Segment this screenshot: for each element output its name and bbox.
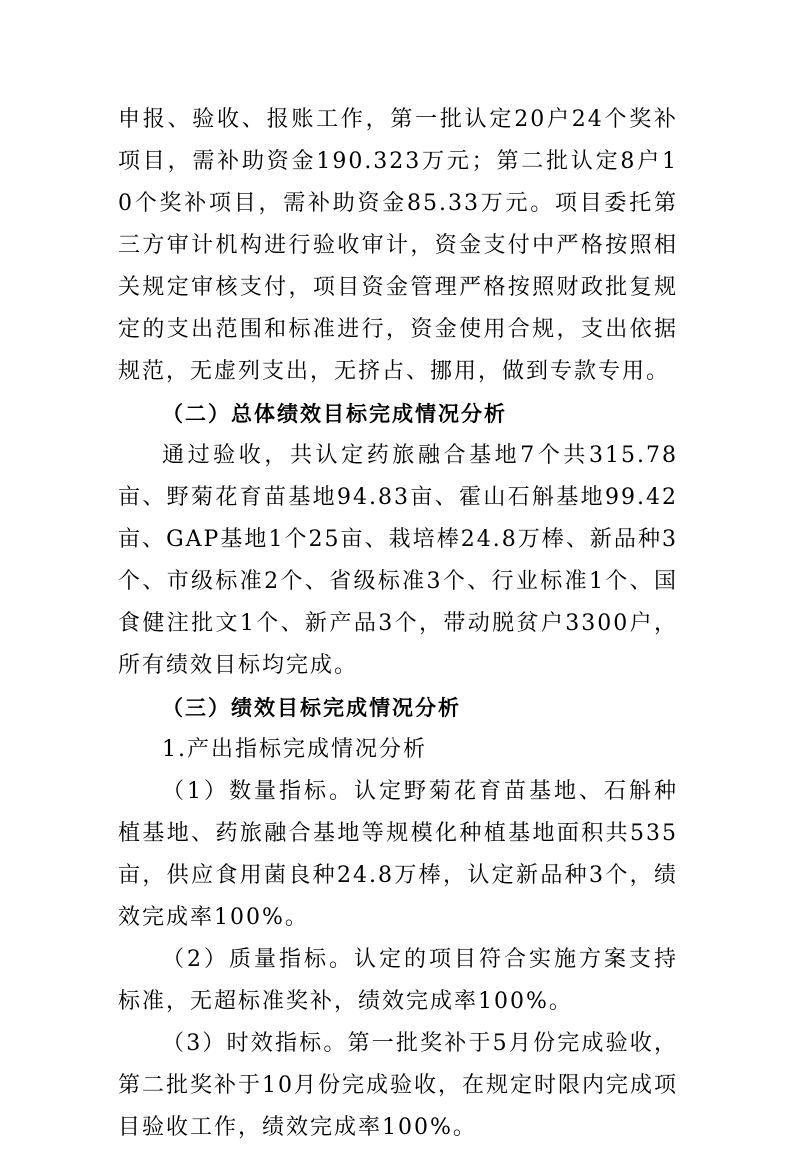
paragraph-overall-goals: 通过验收，共认定药旅融合基地7个共315.78亩、野菊花育苗基地94.83亩、霍山石斛基地99.42亩、GAP基地1个25亩、栽培棒24.8万棒、新品种3个、市级标准2个、省级标准3个、行业标准1个、国食健注批文1个、新产品3个，带动脱贫户3300户，所有绩效目标均完成。: [118, 443, 678, 678]
paragraph-continuation: 申报、验收、报账工作，第一批认定20户24个奖补项目，需补助资金190.323万元；第二批认定8户10个奖补项目，需补助资金85.33万元。项目委托第三方审计机构进行验收审计，资金支付中严格按照相关规定审核支付，项目资金管理严格按照财政批复规定的支出范围和标准进行，资金使用合规，支出依据规范，无虚列支出，无挤占、挪用，做到专款专用。: [118, 107, 678, 384]
paragraph-timeliness-indicator: （3）时效指标。第一批奖补于5月份完成验收，第二批奖补于10月份完成验收，在规定时限内完成项目验收工作，绩效完成率100%。: [118, 1031, 678, 1140]
paragraph-quantity-indicator: （1）数量指标。认定野菊花育苗基地、石斛种植基地、药旅融合基地等规模化种植基地面积共535亩，供应食用菌良种24.8万棒，认定新品种3个，绩效完成率100%。: [118, 779, 678, 930]
document-body: [118, 99, 678, 1149]
section-heading-goal-analysis: （三）绩效目标完成情况分析: [162, 696, 461, 720]
paragraph-quality-indicator: （2）质量指标。认定的项目符合实施方案支持标准，无超标准奖补，绩效完成率100%。: [118, 947, 678, 1014]
subheading-output-indicators: 1.产出指标完成情况分析: [162, 737, 427, 762]
section-heading-overall-goals: （二）总体绩效目标完成情况分析: [162, 402, 507, 426]
